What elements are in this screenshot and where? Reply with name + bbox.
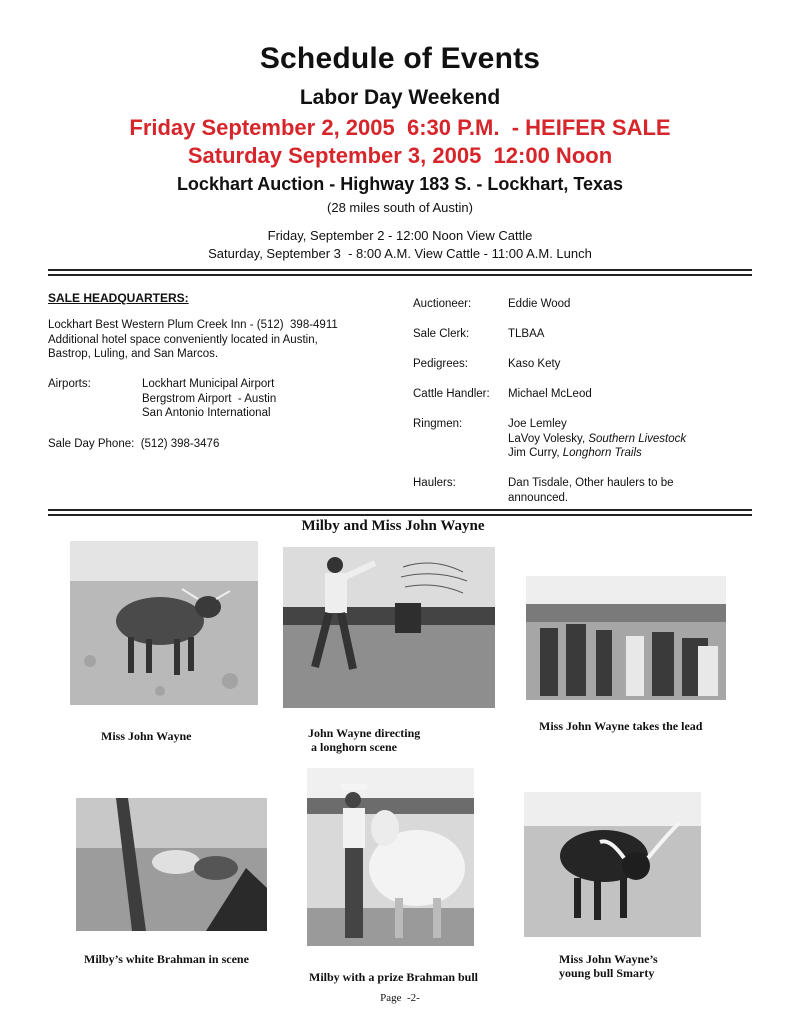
- photo-young-bull-smarty: [524, 792, 701, 937]
- haulers-line: Dan Tisdale, Other haulers to be: [508, 477, 674, 489]
- airport-item: Lockhart Municipal Airport: [142, 378, 275, 390]
- headquarters-hotel-info: [48, 318, 388, 362]
- sale-clerk-value: TLBAA: [508, 328, 545, 340]
- ringman-name: Jim Curry,: [508, 447, 563, 459]
- ringmen-label: Ringmen:: [413, 418, 463, 430]
- saturday-view-time: Saturday, September 3 - 8:00 A.M. View Cattle - 11:00 A.M. Lunch: [208, 246, 592, 261]
- photo-takes-the-lead: [526, 576, 726, 700]
- caption-miss-john-wayne: Miss John Wayne: [101, 729, 192, 743]
- photo-john-wayne-directing: [283, 547, 495, 708]
- caption-john-wayne-directing: [308, 726, 420, 754]
- pedigrees-value: Kaso Kety: [508, 358, 561, 370]
- auctioneer-value: Eddie Wood: [508, 298, 571, 310]
- photos-heading: Milby and Miss John Wayne: [301, 518, 485, 534]
- photo-miss-john-wayne: [70, 541, 258, 705]
- hotel-line: Lockhart Best Western Plum Creek Inn - (512) 398-4911: [48, 319, 338, 331]
- ringman-item: [508, 446, 738, 461]
- hotel-line: Additional hotel space conveniently located in Austin,: [48, 333, 318, 346]
- divider-bottom: [48, 509, 752, 516]
- hotel-line: Bastrop, Luling, and San Marcos.: [48, 348, 219, 360]
- haulers-label: Haulers:: [413, 477, 456, 489]
- cattle-handler-label: Cattle Handler:: [413, 388, 490, 400]
- photo-white-brahman-scene: [76, 798, 267, 931]
- event-subtitle: Labor Day Weekend: [299, 86, 501, 109]
- page-number: Page -2-: [380, 992, 420, 1004]
- caption-prize-brahman-bull: Milby with a prize Brahman bull: [309, 970, 479, 984]
- ringman-org: Southern Livestock: [588, 432, 687, 445]
- caption-young-bull-smarty: [559, 952, 658, 980]
- photo-milby-prize-bull: [307, 768, 474, 946]
- caption-line: Miss John Wayne’s: [559, 952, 658, 966]
- ringman-name: LaVoy Volesky,: [508, 432, 589, 445]
- ringmen-list: [508, 417, 738, 461]
- ringman-org: Longhorn Trails: [562, 447, 642, 459]
- haulers-value: [508, 476, 738, 505]
- auctioneer-label: Auctioneer:: [413, 298, 472, 310]
- pedigrees-label: Pedigrees:: [413, 358, 468, 370]
- distance-note: (28 miles south of Austin): [327, 200, 473, 215]
- airports-list: [142, 377, 276, 421]
- sale-day-phone: Sale Day Phone: (512) 398-3476: [48, 438, 220, 450]
- headquarters-heading: SALE HEADQUARTERS:: [48, 291, 189, 305]
- airport-item: Bergstrom Airport - Austin: [142, 392, 277, 405]
- caption-line: a longhorn scene: [311, 740, 398, 754]
- friday-view-time: Friday, September 2 - 12:00 Noon View Cattle: [267, 228, 533, 243]
- friday-sale-line: Friday September 2, 2005 6:30 P.M. - HEIFER SALE: [129, 115, 671, 140]
- airports-label: Airports:: [48, 378, 91, 390]
- caption-line: John Wayne directing: [308, 726, 421, 740]
- haulers-line: announced.: [508, 491, 569, 504]
- airport-item: San Antonio International: [142, 407, 271, 419]
- caption-takes-the-lead: Miss John Wayne takes the lead: [539, 719, 703, 733]
- ringman-item: [508, 432, 738, 447]
- divider-top: [48, 269, 752, 276]
- cattle-handler-value: Michael McLeod: [508, 388, 592, 400]
- location-line: Lockhart Auction - Highway 183 S. - Lockhart, Texas: [176, 174, 624, 194]
- sale-clerk-label: Sale Clerk:: [413, 328, 470, 340]
- ringman-item: Joe Lemley: [508, 418, 567, 430]
- saturday-sale-line: Saturday September 3, 2005 12:00 Noon: [187, 143, 613, 168]
- caption-white-brahman: Milby’s white Brahman in scene: [84, 952, 249, 966]
- page-title: Schedule of Events: [259, 42, 541, 75]
- caption-line: young bull Smarty: [559, 966, 655, 980]
